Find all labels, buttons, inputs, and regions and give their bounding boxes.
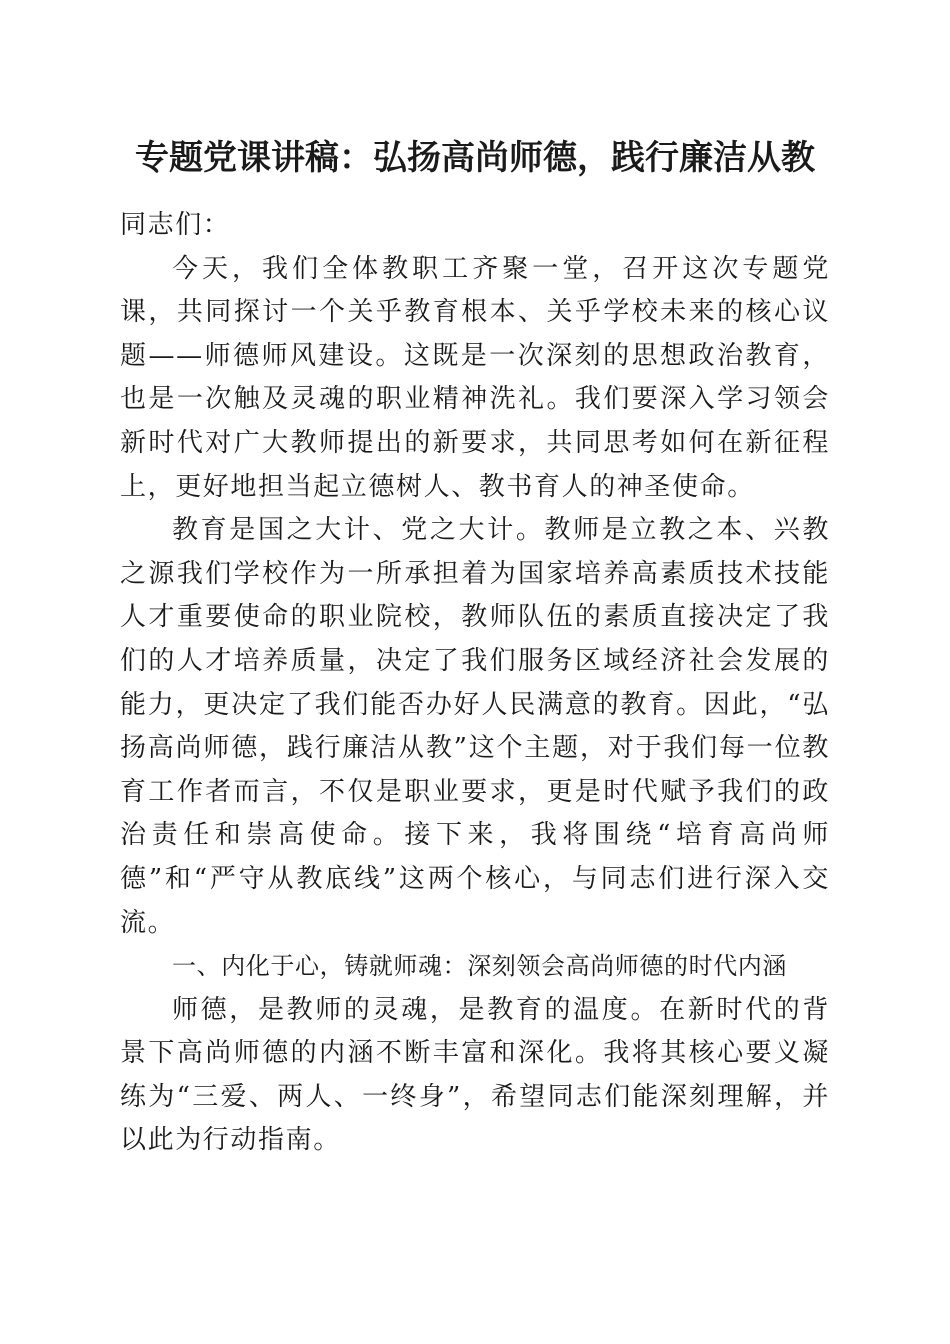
section-heading: 一、内化于心，铸就师魂：深刻领会高尚师德的时代内涵 bbox=[172, 952, 787, 981]
salutation: 同志们： bbox=[120, 210, 231, 240]
paragraph-section-intro: 师德，是教师的灵魂，是教育的温度。在新时代的背景下高尚师德的内涵不断丰富和深化。我将其核心要义凝练为“三爱、两人、一终身”，希望同志们能深刻理解，并以此为行动指南。 bbox=[120, 994, 830, 1156]
paragraph-context: 教育是国之大计、党之大计。教师是立教之本、兴教之源我们学校作为一所承担着为国家培养高素质技术技能人才重要使命的职业院校，教师队伍的素质直接决定了我们的人才培养质量，决定了我们服务区域经济社会发展的能力，更决定了我们能否办好人民满意的教育。因此，“弘扬高尚师德，践行廉洁从教”这个主题，对于我们每一位教育工作者而言，不仅是职业要求，更是时代赋予我们的政治责任和崇高使命。接下来，我将围绕“培育高尚师德”和“严守从教底线”这两个核心，与同志们进行深入交流。 bbox=[120, 515, 830, 938]
document-body bbox=[120, 204, 830, 1163]
document-title: 专题党课讲稿：弘扬高尚师德，践行廉洁从教 bbox=[135, 138, 815, 178]
paragraph-opening: 今天，我们全体教职工齐聚一堂，召开这次专题党课，共同探讨一个关乎教育根本、关乎学校未来的核心议题——师德师风建设。这既是一次深刻的思想政治教育，也是一次触及灵魂的职业精神洗礼。我们要深入学习领会新时代对广大教师提出的新要求，共同思考如何在新征程上，更好地担当起立德树人、教书育人的神圣使命。 bbox=[120, 253, 830, 502]
